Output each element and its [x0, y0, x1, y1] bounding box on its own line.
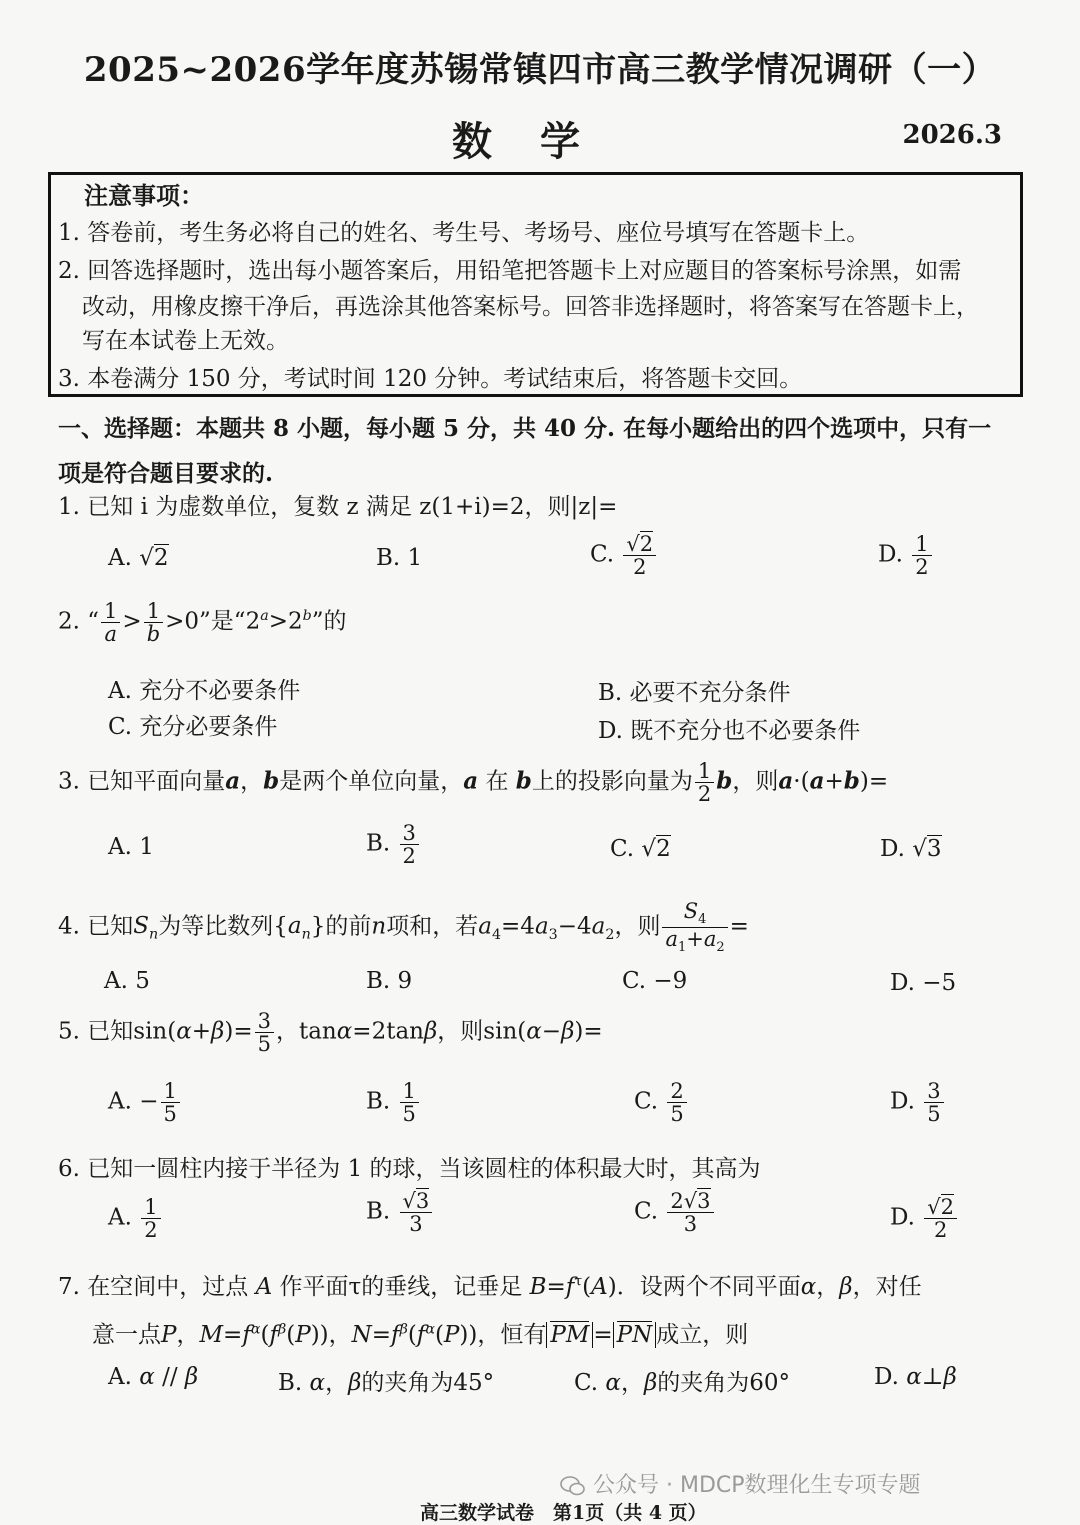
- page-footer: 高三数学试卷 第1页（共 4 页）: [420, 1502, 707, 1524]
- q6-option-a: A. $\frac{1}{2}$: [108, 1196, 163, 1241]
- q7-option-a: A. α // β: [108, 1364, 199, 1390]
- wechat-icon: [560, 1475, 586, 1497]
- question-6: 6. 已知一圆柱内接于半径为 1 的球，当该圆柱的体积最大时，其高为: [58, 1156, 761, 1182]
- question-5: 5. 已知sin(α+β)= $\frac{3}{5}$ ，tanα=2tanβ，则sin(α−β)=: [58, 1009, 603, 1057]
- q4-option-a: A. 5: [104, 968, 150, 994]
- q4-option-d: D. −5: [890, 970, 957, 996]
- notice-item-1: 1. 答卷前，考生务必将自己的姓名、考生号、考场号、座位号填写在答题卡上。: [58, 220, 870, 246]
- q1-option-d: D. $\frac{1}{2}$: [878, 533, 934, 578]
- question-4: 4. 已知$S_n$为等比数列$\{a_n\}$的前n项和，若$a_4=4a_3-4a_2$，则 $\frac{S_4}{a_1+a_2}$ =: [58, 899, 749, 956]
- q2-option-c: C. 充分必要条件: [108, 714, 278, 740]
- q4-option-b: B. 9: [366, 968, 413, 994]
- q2-option-b: B. 必要不充分条件: [598, 680, 791, 706]
- q5-option-b: B. $\frac{1}{5}$: [366, 1080, 421, 1125]
- q5-option-d: D. $\frac{3}{5}$: [890, 1080, 946, 1125]
- q7-option-b: B. α，β的夹角为45°: [278, 1370, 495, 1396]
- question-2: 2. “ $\frac{1}{a}$ > $\frac{1}{b}$ >0”是“$2^a>2^b$”的: [58, 599, 347, 647]
- question-7-cont: 意一点P，$M=f^\alpha(f^\beta(P))$，$N=f^\beta(f^\alpha(P))$，恒有 PM = PN 成立，则: [92, 1321, 749, 1348]
- q6-option-b: B. $\frac{√3}{3}$: [366, 1190, 434, 1235]
- notice-item-3: 3. 本卷满分 150 分，考试时间 120 分钟。考试结束后，将答题卡交回。: [58, 366, 803, 392]
- question-1: 1. 已知 i 为虚数单位，复数 z 满足 z(1+i)=2，则|z|=: [58, 494, 618, 520]
- q1-option-a: A. √2: [108, 545, 169, 571]
- q7-option-d: D. α⊥β: [874, 1364, 957, 1390]
- notice-item-2-cont: 改动，用橡皮擦干净后，再选涂其他答案标号。回答非选择题时，将答案写在答题卡上，: [82, 294, 979, 320]
- q5-option-c: C. $\frac{2}{5}$: [634, 1080, 689, 1125]
- q3-option-b: B. $\frac{3}{2}$: [366, 822, 421, 867]
- exam-date: 2026.3: [902, 120, 1002, 150]
- q6-option-d: D. $\frac{√2}{2}$: [890, 1196, 959, 1241]
- question-3: 3. 已知平面向量a，b是两个单位向量，a 在 b上的投影向量为 $\frac{1}{2}$ b，则a·(a+b)=: [58, 759, 889, 807]
- q2-option-d: D. 既不充分也不必要条件: [598, 718, 861, 744]
- q4-option-c: C. −9: [622, 968, 688, 994]
- q5-option-a: A. − $\frac{1}{5}$: [108, 1080, 182, 1125]
- notice-item-2-cont2: 写在本试卷上无效。: [82, 328, 289, 354]
- question-7: 7. 在空间中，过点 A 作平面τ的垂线，记垂足 $B=f^\tau(A)$．设两个不同平面α，β，对任: [58, 1273, 922, 1300]
- q3-option-a: A. 1: [108, 834, 154, 860]
- q7-option-c: C. α，β的夹角为60°: [574, 1370, 791, 1396]
- q3-option-d: D. √3: [880, 836, 942, 862]
- exam-title: 2025~2026学年度苏锡常镇四市高三教学情况调研（一）: [83, 50, 997, 90]
- q1-option-b: B. 1: [376, 545, 423, 571]
- q3-option-c: C. √2: [610, 836, 671, 862]
- q1-option-c: C. $\frac{√2}{2}$: [590, 533, 658, 578]
- notice-item-2: 2. 回答选择题时，选出每小题答案后，用铅笔把答题卡上对应题目的答案标号涂黑，如需: [58, 258, 962, 284]
- q6-option-c: C. $\frac{2√3}{3}$: [634, 1190, 716, 1235]
- subject-title: 数学: [452, 118, 628, 165]
- section-heading: 一、选择题：本题共 8 小题，每小题 5 分，共 40 分. 在每小题给出的四个选项中，只有一: [58, 415, 992, 442]
- section-heading-cont: 项是符合题目要求的.: [58, 460, 274, 487]
- watermark: 公众号 · MDCP数理化生专项专题: [560, 1468, 921, 1499]
- q2-option-a: A. 充分不必要条件: [108, 678, 301, 704]
- notice-title: 注意事项：: [84, 181, 204, 210]
